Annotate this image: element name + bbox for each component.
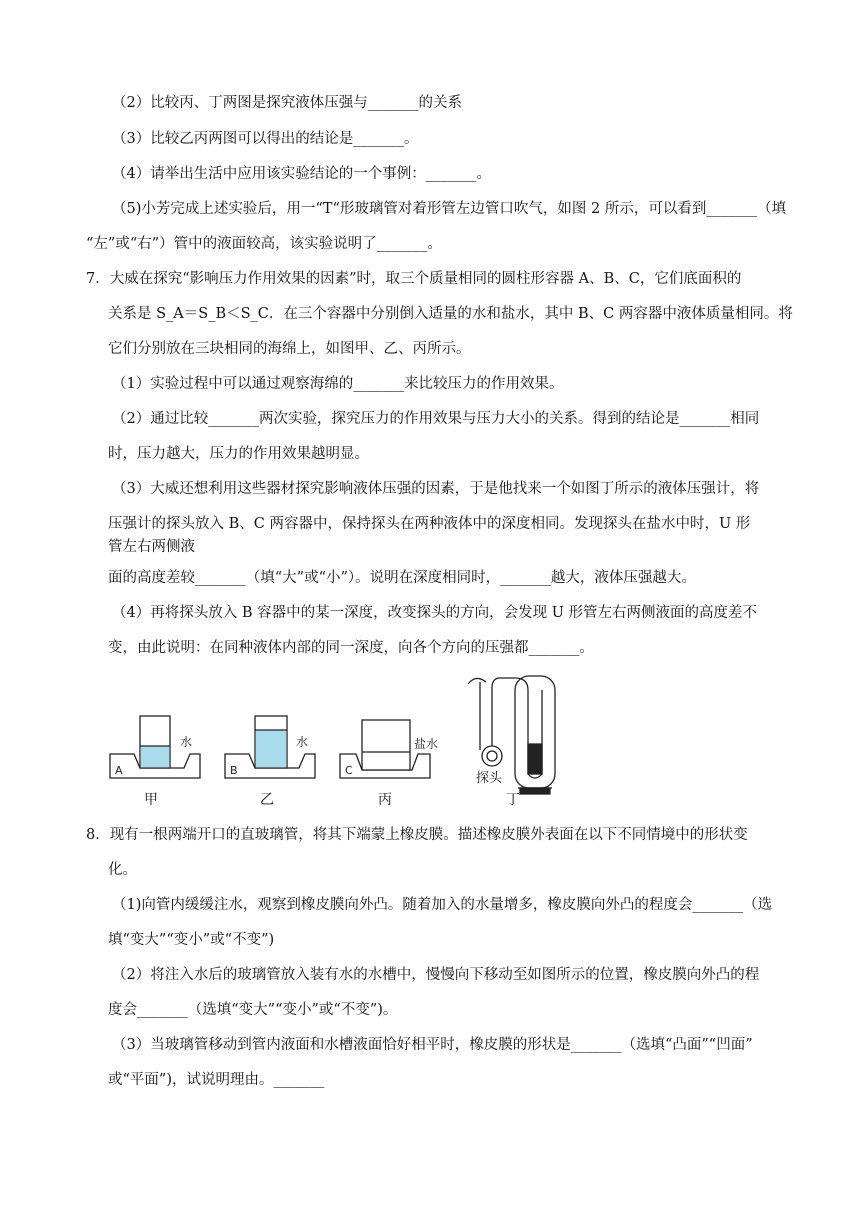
label-salt-water: 盐水: [414, 737, 439, 751]
q7-item-2-line1: （2）通过比较_______两次实验，探究压力的作用效果与压力大小的关系。得到的结论是_______相同: [112, 411, 760, 427]
q7-item-3-line3: 管左右两侧液: [108, 539, 195, 555]
q7-item-3-line4: 面的高度差较_______（填“大”或“小”）。说明在深度相同时，_______越大，液体压强越大。: [108, 570, 696, 586]
q8-item-3-line1: （3）当玻璃管移动到管内液面和水槽液面恰好相平时，橡皮膜的形状是_______（选填“凸面”“凹面”: [112, 1037, 753, 1053]
q7-item-3-line1: （3）大威还想利用这些器材探究影响液体压强的因素，于是他找来一个如图丁所示的液体压强计，将: [112, 481, 760, 497]
q7-item-3-line2: 压强计的探头放入 B、C 两容器中，保持探头在两种液体中的深度相同。发现探头在盐水中时，U 形: [108, 516, 751, 532]
caption-yi: 乙: [260, 792, 274, 808]
water-b: [256, 730, 287, 767]
q7-stem-line3: 它们分别放在三块相同的海绵上，如图甲、乙、丙所示。: [108, 341, 471, 357]
caption-ding: 丁: [506, 792, 520, 808]
caption-bing: 丙: [378, 792, 392, 808]
q6-item-3: （3）比较乙丙两图可以得出的结论是_______。: [112, 131, 419, 147]
q8-item-1-line2: 填“变大”“变小”或“不变”): [108, 932, 275, 948]
label-c: C: [345, 764, 353, 777]
q7-item-1: （1）实验过程中可以通过观察海绵的_______来比较压力的作用效果。: [112, 376, 564, 392]
experiment-figure-svg: [100, 668, 570, 818]
q8-item-2-line2: 度会_______（选填“变大”“变小”或“不变”)。: [108, 1002, 398, 1018]
q8-item-3-line2: 或“平面”)，试说明理由。_______: [108, 1072, 325, 1088]
q8-number: 8．: [86, 827, 110, 843]
q7-item-2-line2: 时，压力越大，压力的作用效果越明显。: [108, 446, 369, 462]
q8-stem-line1: [86, 825, 748, 845]
label-b: B: [230, 764, 238, 777]
q8-item-1-line1: （1)向管内缓缓注水，观察到橡皮膜向外凸。随着加入的水量增多，橡皮膜向外凸的程度会_______（选: [112, 897, 773, 913]
experiment-figure: [100, 668, 570, 818]
q7-stem-text-1: 大威在探究“影响压力作用效果的因素”时，取三个质量相同的圆柱形容器 A、B、C，它们底面积的: [109, 271, 742, 287]
q8-stem-line2: 化。: [108, 862, 137, 878]
q7-stem-line2: 关系是 S_A＝S_B＜S_C．在三个容器中分别倒入适量的水和盐水，其中 B、C 两容器中液体质量相同。将: [108, 306, 793, 322]
q6-item-5-line2: “左”或“右”）管中的液面较高，该实验说明了_______。: [86, 236, 442, 252]
q8-stem-text-1: 现有一根两端开口的直玻璃管，将其下端蒙上橡皮膜。描述橡皮膜外表面在以下不同情境中的形状变: [109, 827, 748, 843]
q7-number: 7．: [86, 271, 110, 287]
q8-item-2-line1: （2）将注入水后的玻璃管放入装有水的水槽中，慢慢向下移动至如图所示的位置，橡皮膜向外凸的程: [112, 967, 760, 983]
q6-item-5-line1: （5)小芳完成上述实验后，用一“T“形玻璃管对着形管左边管口吹气，如图 2 所示，可以看到_______（填: [112, 201, 787, 217]
q7-stem-line1: [86, 269, 741, 289]
q6-item-4: （4）请举出生活中应用该实验结论的一个事例：_______。: [112, 166, 491, 182]
gauge-tube: [492, 678, 528, 746]
label-water-b: 水: [296, 735, 309, 749]
label-a: A: [115, 764, 123, 777]
label-probe: 探头: [476, 771, 503, 786]
container-c: [362, 720, 410, 770]
q7-item-4-line2: 变，由此说明：在同种液体内部的同一深度，向各个方向的压强都_______。: [108, 640, 594, 656]
water-a: [141, 746, 170, 767]
caption-jia: 甲: [144, 792, 158, 808]
label-water-a: 水: [180, 735, 193, 749]
q7-item-4-line1: （4）再将探头放入 B 容器中的某一深度，改变探头的方向，会发现 U 形管左右两侧液面的高度差不: [112, 605, 758, 621]
gauge-liquid: [528, 744, 542, 774]
q6-item-2: （2）比较丙、丁两图是探究液体压强与_______的关系: [112, 95, 462, 111]
probe-head: [482, 746, 502, 766]
